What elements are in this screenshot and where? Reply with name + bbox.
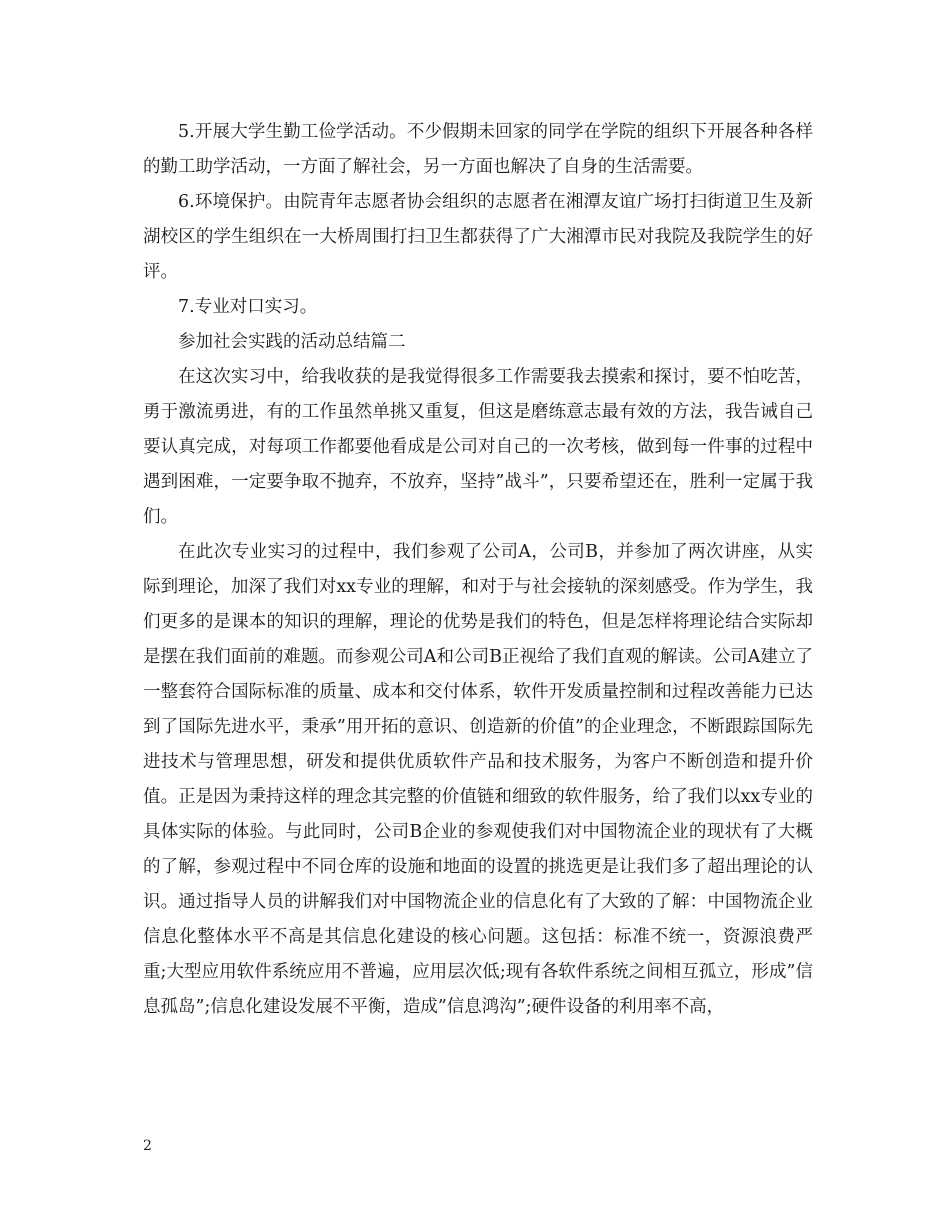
paragraph-company-visits: 在此次专业实习的过程中，我们参观了公司A，公司B，并参加了两次讲座，从实际到理论，加深了我们对xx专业的理解，和对于与社会接轨的深刻感受。作为学生，我们更多的是课本的知识的理解，理论的优势是我们的特色，但是怎样将理论结合实际却是摆在我们面前的难题。而参观公司A和公司B正视给了我们直观的解读。公司A建立了一整套符合国际标准的质量、成本和交付体系，软件开发质量控制和过程改善能力已达到了国际先进水平，秉承”用开拓的意识、创造新的价值”的企业理念，不断跟踪国际先进技术与管理思想，研发和提供优质软件产品和技术服务，为客户不断创造和提升价值。正是因为秉持这样的理念其完整的价值链和细致的软件服务，给了我们以xx专业的具体实际的体验。与此同时，公司B企业的参观使我们对中国物流企业的现状有了大概的了解，参观过程中不同仓库的设施和地面的设置的挑选更是让我们多了超出理论的认识。通过指导人员的讲解我们对中国物流企业的信息化有了大致的了解：中国物流企业信息化整体水平不高是其信息化建设的核心问题。这包括：标准不统一，资源浪费严重;大型应用软件系统应用不普遍，应用层次低;现有各软件系统之间相互孤立，形成”信息孤岛”;信息化建设发展不平衡，造成”信息鸿沟”;硬件设备的利用率不高， bbox=[143, 542, 813, 1017]
paragraph-item-7: 7.专业对口实习。 bbox=[178, 297, 318, 317]
paragraph-item-6: 6.环境保护。由院青年志愿者协会组织的志愿者在湘潭友谊广场打扫街道卫生及新湖校区的学生组织在一大桥周围打扫卫生都获得了广大湘潭市民对我院及我院学生的好评。 bbox=[143, 192, 813, 282]
paragraph-item-5: 5.开展大学生勤工俭学活动。不少假期未回家的同学在学院的组织下开展各种各样的勤工助学活动，一方面了解社会，另一方面也解决了自身的生活需要。 bbox=[143, 122, 813, 177]
page-number: 2 bbox=[143, 1138, 152, 1154]
paragraph-internship-reflection: 在这次实习中，给我收获的是我觉得很多工作需要我去摸索和探讨，要不怕吃苦，勇于激流勇进，有的工作虽然单挑又重复，但这是磨练意志最有效的方法，我告诫自己要认真完成，对每项工作都要他看成是公司对自己的一次考核，做到每一件事的过程中遇到困难，一定要争取不抛弃，不放弃，坚持”战斗”，只要希望还在，胜利一定属于我们。 bbox=[143, 367, 813, 527]
document-body bbox=[143, 115, 813, 1025]
section-heading: 参加社会实践的活动总结篇二 bbox=[178, 332, 406, 352]
